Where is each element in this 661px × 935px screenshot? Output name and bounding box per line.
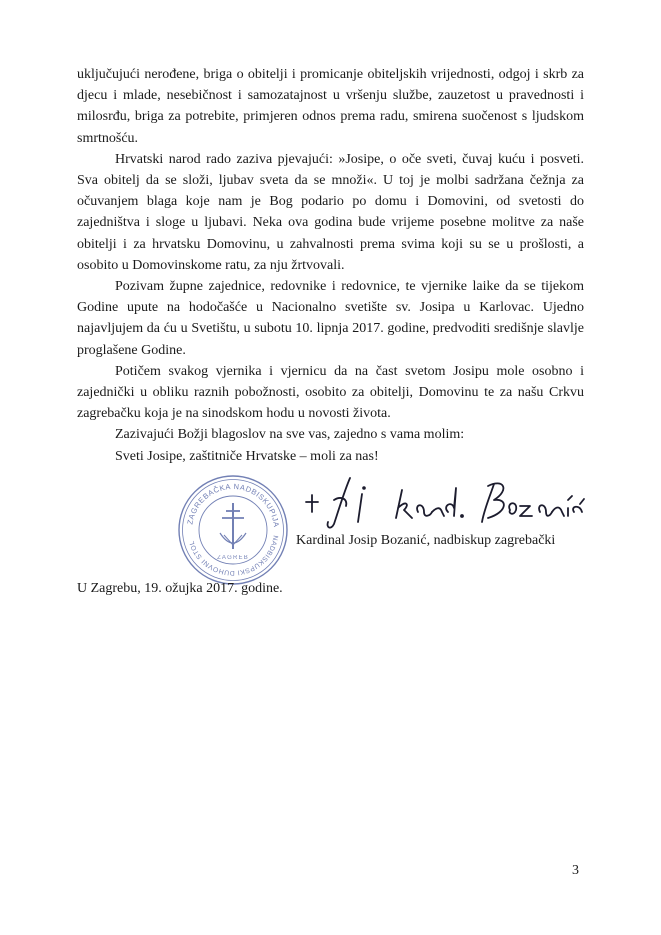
- place-and-date: U Zagrebu, 19. ožujka 2017. godine.: [77, 581, 283, 596]
- handwritten-signature: [298, 472, 588, 532]
- letter-body: [77, 64, 584, 467]
- blessing-line: Zazivajući Božji blagoslov na sve vas, zajedno s vama molim:: [115, 427, 465, 443]
- signatory-name: Kardinal Josip Bozanić, nadbiskup zagrebački: [296, 533, 556, 548]
- paragraph-hymn: Hrvatski narod rado zaziva pjevajući: »Josipe, o oče sveti, čuvaj kuću i posveti. Sva obitelj da se složi, ljubav sveta da se množi«. U toj je molbi sadržana čežnja za očuvanjem blaga koje nam je Bog podario po domu i Domovini, od svetosti do zajedništva i sloge u ljubavi. Neka ova godina bude vrijeme posebne molitve za naše obitelji i za hrvatsku Domovinu, u zahvalnosti prema svima koji su se u prošlosti, a osobito u Domovinskome ratu, za nju žrtvovali.: [77, 151, 584, 273]
- seal-city-text: ZAGREB: [217, 555, 249, 561]
- seal-lower-text: NADBISKUPSKI DUHOVNI STOL: [188, 534, 279, 577]
- archdiocese-seal: [176, 473, 290, 587]
- seal-outer-text: ZAGREBAČKA NADBISKUPIJA: [185, 481, 281, 528]
- paragraph-continuation: uključujući nerođene, briga o obitelji i promicanje obiteljskih vrijednosti, odgoj i skrb za djecu i mlade, nesebičnost i samozatajnost u vršenju službe, zauzetost u pravednosti i milosrđu, briga za potrebite, primjeren odnos prema radu, smirena suočenost s ljudskom smrtnošću.: [77, 67, 584, 146]
- page-number: 3: [572, 863, 579, 878]
- paragraph-pilgrimage: Pozivam župne zajednice, redovnike i redovnice, te vjernike laike da se tijekom Godine upute na hodočašće u Nacionalno svetište sv. Josipa u Karlovac. Ujedno najavljujem da ću u Svetištu, u subotu 10. lipnja 2017. godine, predvoditi središnje slavlje proglašene Godine.: [77, 279, 584, 358]
- invocation-line: Sveti Josipe, zaštitniče Hrvatske – moli za nas!: [115, 448, 379, 464]
- paragraph-prayer: Potičem svakog vjernika i vjernicu da na čast svetom Josipu mole osobno i zajednički u obliku raznih pobožnosti, osobito za obitelji, Domovinu te za našu Crkvu zagrebačku koja je na sinodskom hodu u novosti života.: [77, 363, 584, 422]
